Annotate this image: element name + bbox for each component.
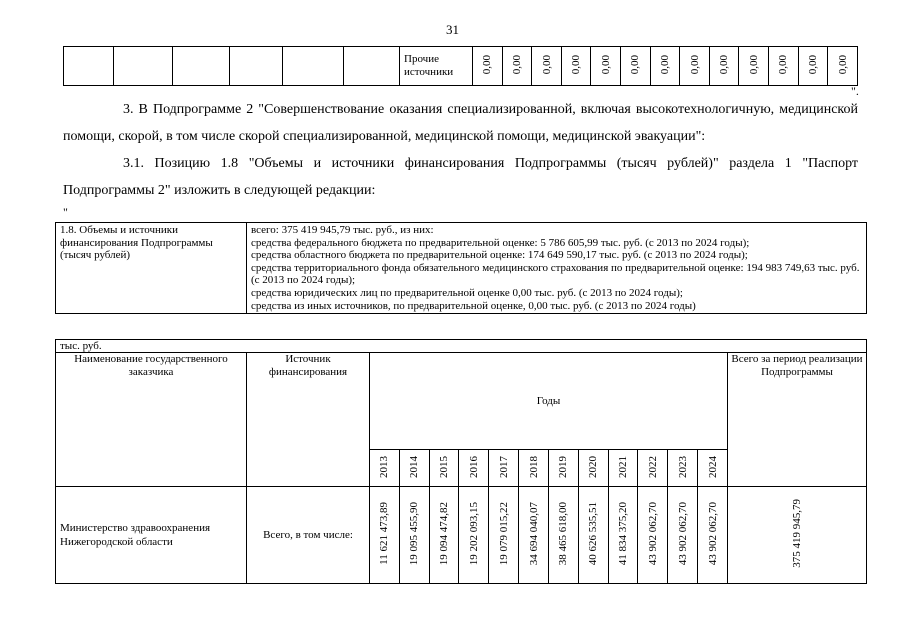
value-cell: 41 834 375,20 bbox=[608, 487, 638, 584]
value-cell: 38 465 618,00 bbox=[548, 487, 578, 584]
header-years: Годы bbox=[370, 353, 728, 450]
continued-finance-table bbox=[63, 46, 858, 86]
header-total: Всего за период реализации Подпрограммы bbox=[728, 353, 867, 487]
value-cell: 11 621 473,89 bbox=[370, 487, 400, 584]
value-cell: 0,00 bbox=[769, 47, 799, 86]
passport-label: 1.8. Объемы и источники финансирования Подпрограммы (тысяч рублей) bbox=[56, 223, 247, 314]
value-cell: 0,00 bbox=[502, 47, 532, 86]
year-cell: 2019 bbox=[548, 450, 578, 487]
year-cell: 2021 bbox=[608, 450, 638, 487]
year-cell: 2018 bbox=[519, 450, 549, 487]
year-cell: 2013 bbox=[370, 450, 400, 487]
page-number: 31 bbox=[446, 22, 459, 37]
paragraph-3: 3. В Подпрограмме 2 "Совершенствование оказания специализированной, включая высокотехнологичную, медицинской помощи, скорой, в том числе скорой специализированной, медицинской помощи, медицинской эвакуации": bbox=[63, 102, 858, 144]
opening-quote: " bbox=[63, 205, 68, 219]
unit-label: тыс. руб. bbox=[56, 340, 867, 353]
value-cell: 0,00 bbox=[473, 47, 503, 86]
value-cell: 0,00 bbox=[739, 47, 769, 86]
passport-line: средства юридических лиц по предварительной оценке 0,00 тыс. руб. (с 2013 по 2024 годы); bbox=[251, 286, 683, 299]
passport-line: средства из иных источников, по предварительной оценке, 0,00 тыс. руб. (с 2013 по 2024 годы) bbox=[251, 299, 696, 312]
year-cell: 2015 bbox=[429, 450, 459, 487]
value-cell: 0,00 bbox=[650, 47, 680, 86]
value-cell: 43 902 062,70 bbox=[698, 487, 728, 584]
year-cell: 2022 bbox=[638, 450, 668, 487]
passport-table bbox=[55, 222, 867, 314]
total-cell: 375 419 945,79 bbox=[728, 487, 867, 584]
value-cell: 34 694 040,07 bbox=[519, 487, 549, 584]
value-cell: 19 094 474,82 bbox=[429, 487, 459, 584]
value-cell: 0,00 bbox=[680, 47, 710, 86]
table-row bbox=[56, 487, 867, 584]
customer-name: Министерство здравоохранения Нижегородской области bbox=[56, 487, 247, 584]
source-label: Прочие источники bbox=[400, 47, 473, 86]
header-source: Источник финансирования bbox=[247, 353, 370, 487]
value-cell: 43 902 062,70 bbox=[638, 487, 668, 584]
value-cell: 0,00 bbox=[621, 47, 651, 86]
year-cell: 2017 bbox=[489, 450, 519, 487]
value-cell: 43 902 062,70 bbox=[668, 487, 698, 584]
year-cell: 2016 bbox=[459, 450, 489, 487]
year-cell: 2014 bbox=[399, 450, 429, 487]
paragraph-3-1: 3.1. Позицию 1.8 "Объемы и источники финансирования Подпрограммы (тысяч рублей)" раздела 1 "Паспорт Подпрограммы 2" изложить в следующей редакции: bbox=[63, 156, 858, 198]
passport-line: средства федерального бюджета по предварительной оценке: 5 786 605,99 тыс. руб. (с 2013 по 2024 годы); bbox=[251, 236, 750, 249]
year-cell: 2024 bbox=[698, 450, 728, 487]
passport-content bbox=[247, 223, 867, 314]
passport-line: всего: 375 419 945,79 тыс. руб., из них: bbox=[251, 224, 434, 236]
value-cell: 0,00 bbox=[561, 47, 591, 86]
value-cell: 0,00 bbox=[532, 47, 562, 86]
passport-line: средства территориального фонда обязательного медицинского страхования по предварительной оценке: 194 983 749,63 тыс. руб. (с 2013 по 2024 годы); bbox=[251, 261, 860, 287]
table-row bbox=[56, 223, 867, 314]
value-cell: 40 626 535,51 bbox=[578, 487, 608, 584]
source-name: Всего, в том числе: bbox=[247, 487, 370, 584]
value-cell: 0,00 bbox=[591, 47, 621, 86]
table-row bbox=[64, 47, 858, 86]
year-cell: 2020 bbox=[578, 450, 608, 487]
finance-by-year-table bbox=[55, 339, 867, 584]
closing-quote: ". bbox=[851, 84, 859, 98]
value-cell: 19 202 093,15 bbox=[459, 487, 489, 584]
value-cell: 19 095 455,90 bbox=[399, 487, 429, 584]
header-customer: Наименование государственного заказчика bbox=[56, 353, 247, 487]
value-cell: 0,00 bbox=[828, 47, 858, 86]
value-cell: 0,00 bbox=[798, 47, 828, 86]
year-cell: 2023 bbox=[668, 450, 698, 487]
passport-line: средства областного бюджета по предварительной оценке: 174 649 590,17 тыс. руб. (с 2013 по 2024 годы); bbox=[251, 249, 748, 262]
value-cell: 0,00 bbox=[709, 47, 739, 86]
value-cell: 19 079 015,22 bbox=[489, 487, 519, 584]
